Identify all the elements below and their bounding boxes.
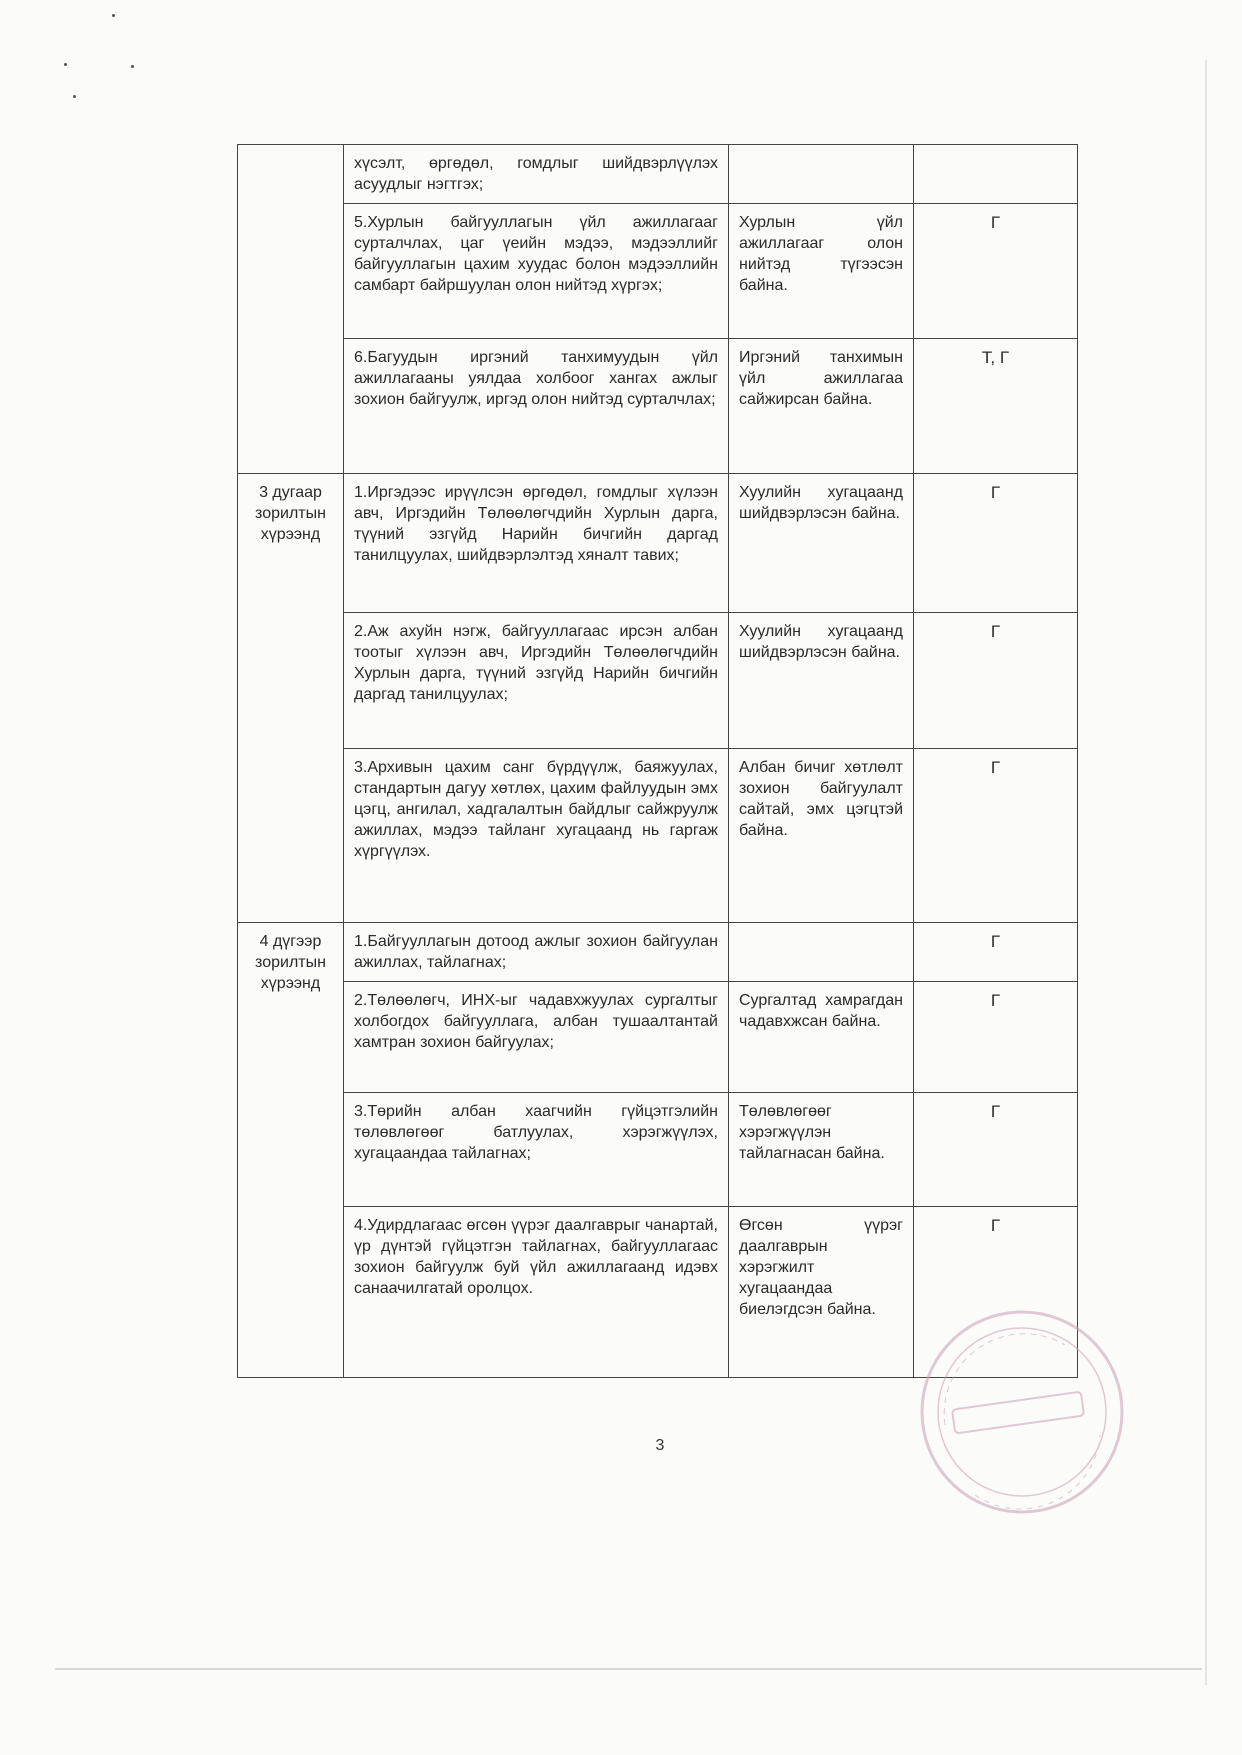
table-row — [238, 613, 1078, 749]
result-cell: Хуулийн хугацаанд шийдвэрлэсэн байна. — [729, 613, 914, 749]
result-cell: Төлөвлөгөөг хэрэгжүүлэн тайлагнасан байна. — [729, 1093, 914, 1207]
result-cell: Хурлын үйл ажиллагааг олон нийтэд түгээсэн байна. — [729, 204, 914, 339]
flag-cell — [914, 145, 1078, 204]
scan-speck — [64, 63, 67, 66]
result-cell: Сургалтад хамрагдан чадавхжсан байна. — [729, 982, 914, 1093]
activity-cell: 5.Хурлын байгууллагын үйл ажиллагааг сурталчлах, цаг үеийн мэдээ, мэдээллийг байгууллагын цахим хуудас болон мэдээллийн самбарт байршуулан олон нийтэд хүргэх; — [344, 204, 729, 339]
table-row — [238, 339, 1078, 474]
page-number: 3 — [655, 1437, 665, 1454]
flag-cell: Г — [914, 474, 1078, 613]
scope-cell — [238, 145, 344, 474]
table-row — [238, 1093, 1078, 1207]
result-cell: Иргэний танхимын үйл ажиллагаа сайжирсан байна. — [729, 339, 914, 474]
activity-cell: 1.Байгууллагын дотоод ажлыг зохион байгуулан ажиллах, тайлагнах; — [344, 923, 729, 982]
activity-cell: 3.Төрийн албан хаагчийн гүйцэтгэлийн төлөвлөгөөг батлуулах, хэрэгжүүлэх, хугацаандаа тайлагнах; — [344, 1093, 729, 1207]
scan-speck — [131, 65, 134, 68]
result-cell: Албан бичиг хөтлөлт зохион байгуулалт сайтай, эмх цэгцтэй байна. — [729, 749, 914, 923]
scan-speck — [73, 95, 76, 98]
flag-cell: Т, Г — [914, 339, 1078, 474]
activity-cell: хүсэлт, өргөдөл, гомдлыг шийдвэрлүүлэх асуудлыг нэгтгэх; — [344, 145, 729, 204]
activity-cell: 2.Төлөөлөгч, ИНХ-ыг чадавхжуулах сургалтыг холбогдох байгууллага, албан тушаалтантай хамтран зохион байгуулах; — [344, 982, 729, 1093]
flag-cell: Г — [914, 204, 1078, 339]
page-edge-line — [1205, 60, 1207, 1685]
table-row — [238, 145, 1078, 204]
page-edge-line — [55, 1668, 1202, 1670]
table-row — [238, 923, 1078, 982]
flag-cell: Г — [914, 1207, 1078, 1378]
activity-cell: 4.Удирдлагаас өгсөн үүрэг даалгаврыг чанартай, үр дүнтэй гүйцэтгэн тайлагнах, байгууллагаас зохион байгуулж буй үйл ажиллагаанд идэвх санаачилгатай оролцох. — [344, 1207, 729, 1378]
activity-cell: 1.Иргэдээс ирүүлсэн өргөдөл, гомдлыг хүлээн авч, Иргэдийн Төлөөлөгчдийн Хурлын дарга, түүний эзгүйд Нарийн бичгийн даргад танилцуулах, шийдвэрлэлтэд хяналт тавих; — [344, 474, 729, 613]
table-row — [238, 982, 1078, 1093]
official-seal-stamp — [915, 1305, 1130, 1520]
result-cell: Хуулийн хугацаанд шийдвэрлэсэн байна. — [729, 474, 914, 613]
flag-cell: Г — [914, 749, 1078, 923]
plan-table — [237, 144, 1078, 1378]
scope-cell: 3 дугаар зорилтын хүрээнд — [238, 474, 344, 923]
activity-cell: 3.Архивын цахим санг бүрдүүлж, баяжуулах, стандартын дагуу хөтлөх, цахим файлуудын эмх цэгц, ангилал, хадгалалтын байдлыг сайжруулж ажиллах, мэдээ тайланг хугацаанд нь гаргаж хүргүүлэх. — [344, 749, 729, 923]
activity-cell: 6.Багуудын иргэний танхимуудын үйл ажиллагааны уялдаа холбоог хангах ажлыг зохион байгуулж, иргэд олон нийтэд сурталчлах; — [344, 339, 729, 474]
result-cell — [729, 145, 914, 204]
flag-cell: Г — [914, 982, 1078, 1093]
flag-cell: Г — [914, 613, 1078, 749]
table-row — [238, 204, 1078, 339]
table-row — [238, 474, 1078, 613]
result-cell — [729, 923, 914, 982]
activity-cell: 2.Аж ахуйн нэгж, байгууллагаас ирсэн албан тоотыг хүлээн авч, Иргэдийн Төлөөлөгчдийн Хурлын дарга, түүний эзгүйд Нарийн бичгийн даргад танилцуулах; — [344, 613, 729, 749]
table-row — [238, 749, 1078, 923]
scan-speck — [112, 14, 115, 17]
scope-cell: 4 дүгээр зорилтын хүрээнд — [238, 923, 344, 1378]
flag-cell: Г — [914, 923, 1078, 982]
result-cell: Өгсөн үүрэг даалгаврын хэрэгжилт хугацаандаа биелэгдсэн байна. — [729, 1207, 914, 1378]
flag-cell: Г — [914, 1093, 1078, 1207]
